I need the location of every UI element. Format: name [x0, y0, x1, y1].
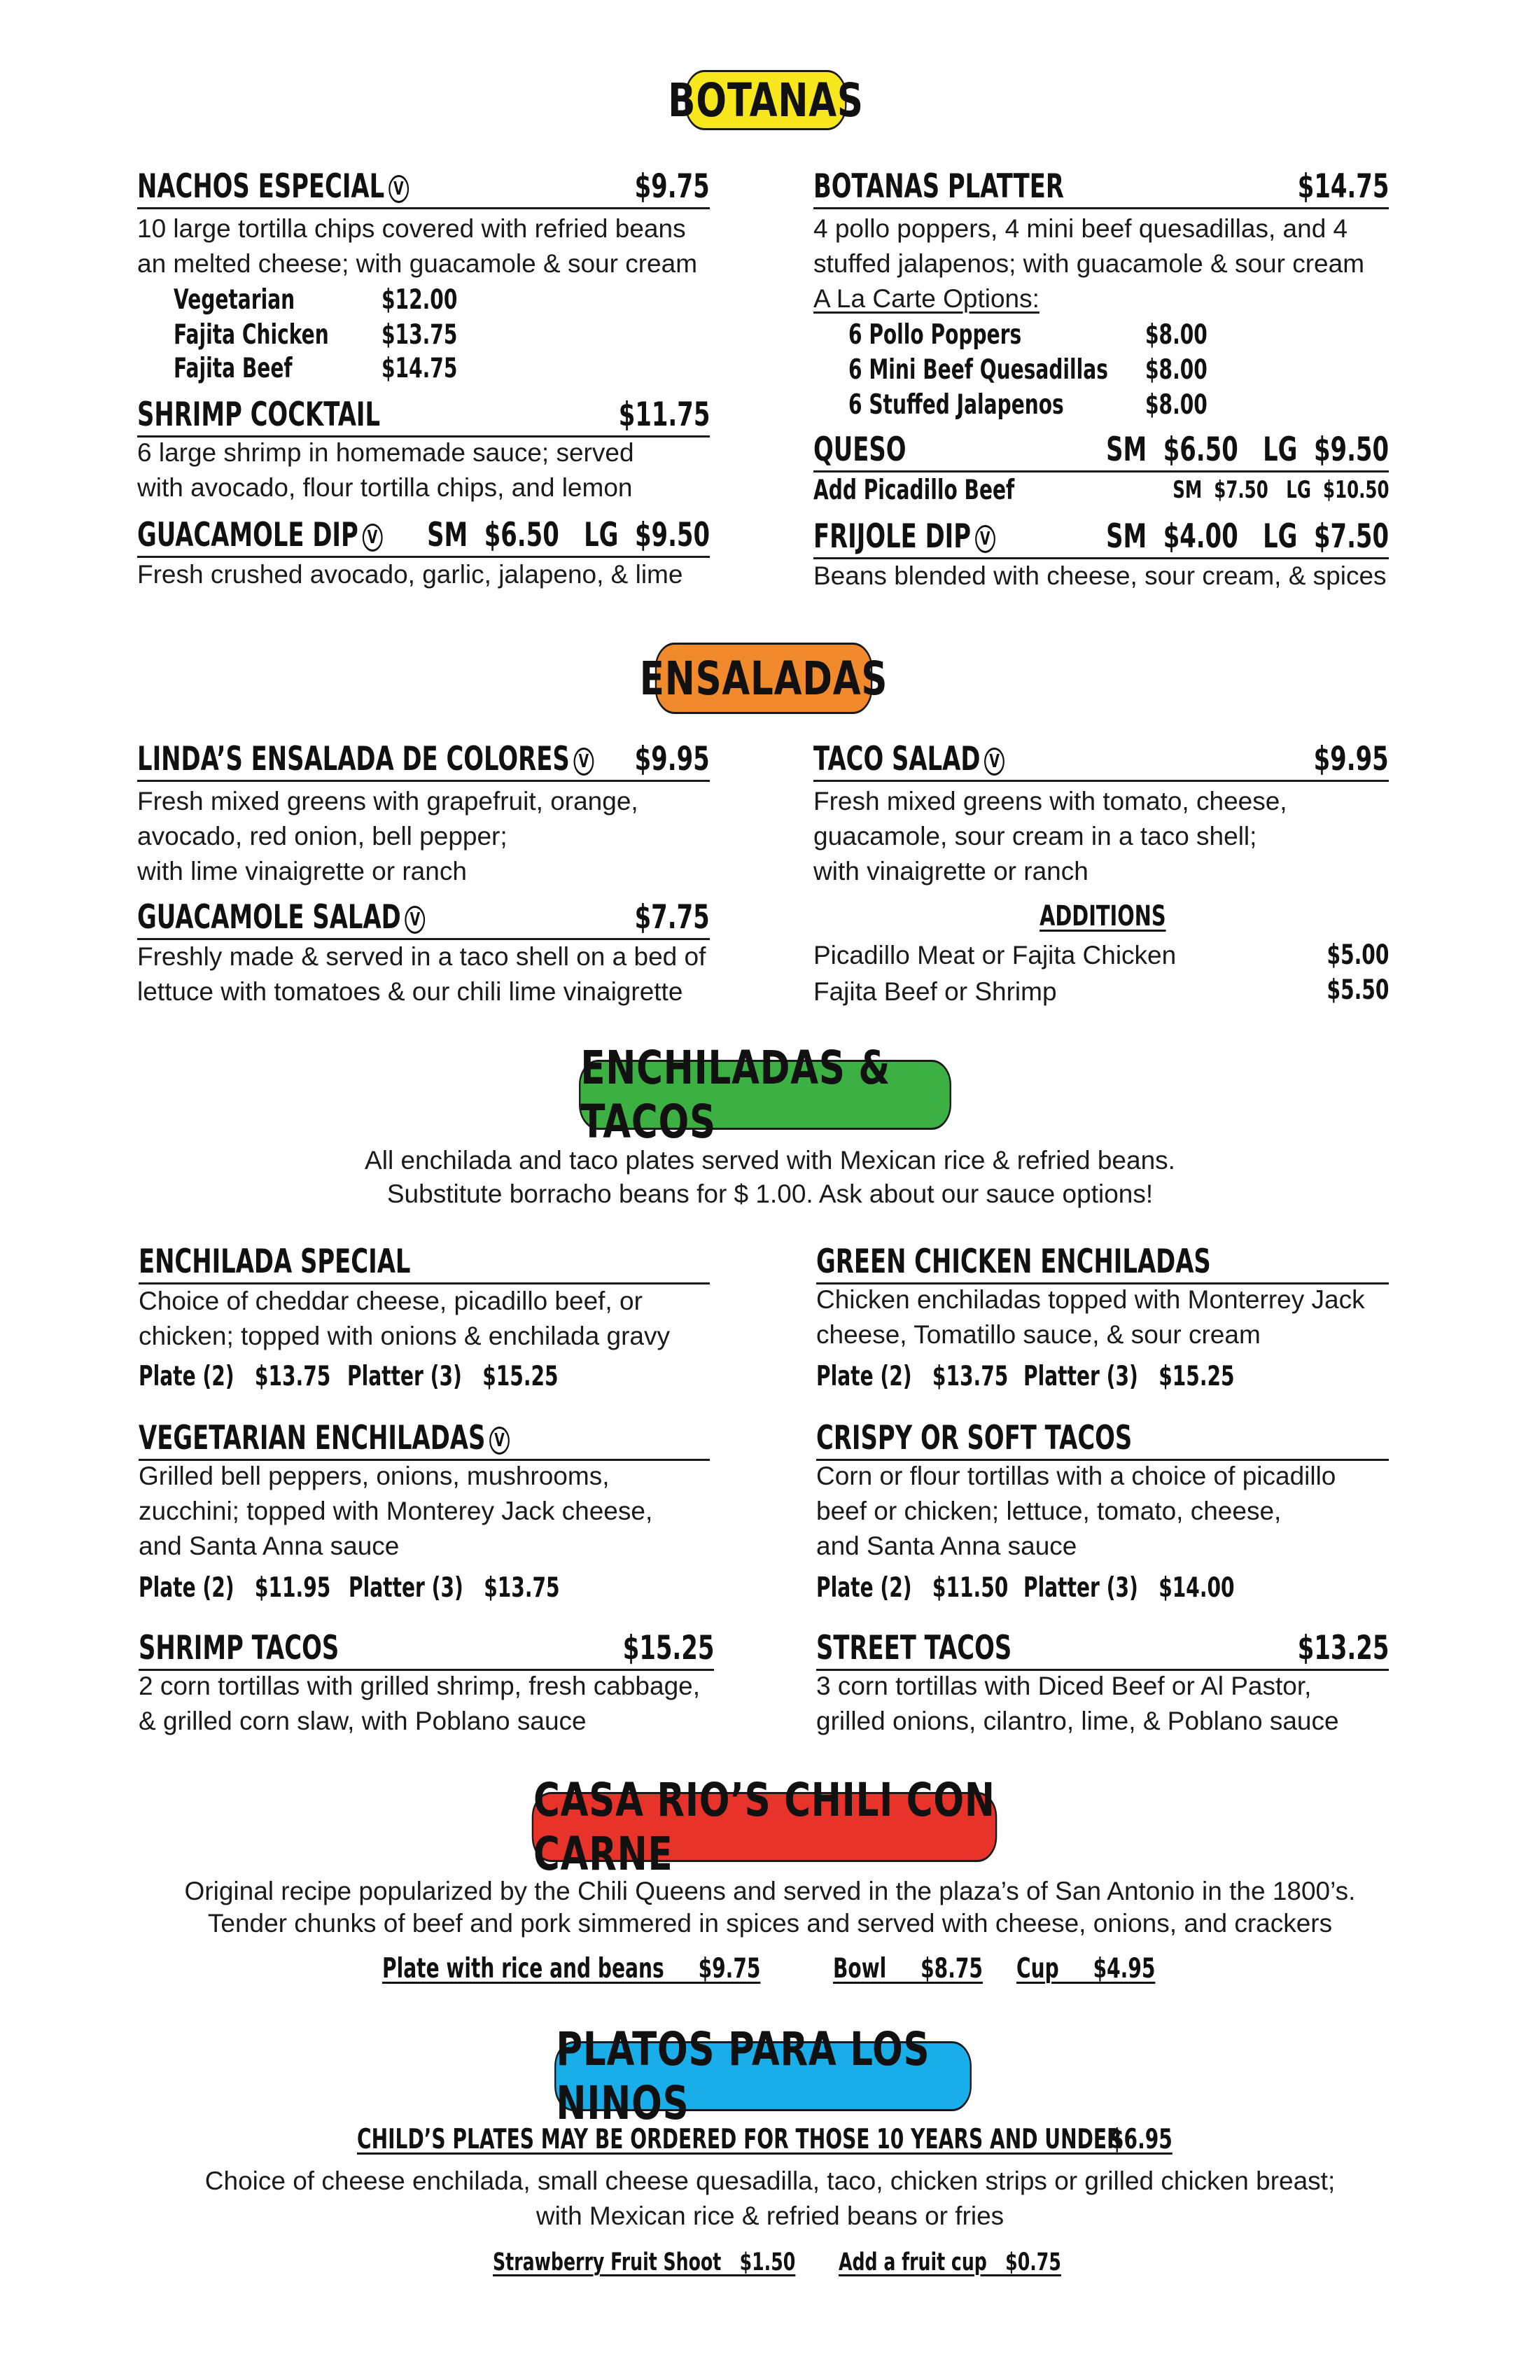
ninos-subtitle: CHILD’S PLATES MAY BE ORDERED FOR THOSE 10 YEARS AND UNDER — [357, 2124, 1122, 2155]
guacamole-salad-price: $7.75 — [634, 898, 710, 937]
chili-bowl: Bowl $8.75 — [833, 1953, 983, 1984]
linda-desc-3: with lime vinaigrette or ranch — [137, 857, 467, 886]
street-tacos-desc-2: grilled onions, cilantro, lime, & Poblano sauce — [816, 1707, 1339, 1735]
chili-header — [532, 1773, 997, 1881]
nachos-desc-2: an melted cheese; with guacamole & sour cream — [137, 249, 698, 278]
nachos-option-label: Vegetarian — [174, 284, 295, 316]
ninos-title: PLATOS PARA LOS NINOS — [556, 2022, 930, 2130]
nachos-name: NACHOS ESPECIAL V — [137, 167, 409, 206]
queso-header — [813, 428, 1389, 472]
enchilada-special-platter: Platter (3) $15.25 — [347, 1361, 559, 1392]
additions-title: ADDITIONS — [1039, 900, 1166, 932]
botanas-platter-name: BOTANAS PLATTER — [813, 167, 1064, 206]
crispy-tacos-name: CRISPY OR SOFT TACOS — [816, 1419, 1133, 1457]
ninos-fruit-cup: Add a fruit cup $0.75 — [839, 2248, 1061, 2276]
addition-label: Fajita Beef or Shrimp — [813, 977, 1057, 1006]
taco-salad-name: TACO SALAD V — [813, 740, 1004, 778]
queso-addon-price: SM $7.50 LG $10.50 — [1172, 476, 1389, 504]
crispy-tacos-desc-1: Corn or flour tortillas with a choice of picadillo — [816, 1462, 1336, 1490]
ninos-desc-1: Choice of cheese enchilada, small cheese quesadilla, taco, chicken strips or grilled chicken breast; — [204, 2166, 1336, 2195]
chili-cup: Cup $4.95 — [1016, 1953, 1156, 1984]
alacarte-option-price: $8.00 — [1145, 389, 1208, 421]
enchiladas-title: ENCHILADAS & TACOS — [580, 1041, 891, 1149]
crispy-tacos-desc-2: beef or chicken; lettuce, tomato, cheese, — [816, 1497, 1282, 1525]
taco-salad-desc-3: with vinaigrette or ranch — [813, 857, 1088, 886]
chili-desc-1: Original recipe popularized by the Chili Queens and served in the plaza’s of San Antonio in the 1800’s. — [184, 1877, 1356, 1905]
chili-plate: Plate with rice and beans $9.75 — [382, 1953, 761, 1984]
addition-label: Picadillo Meat or Fajita Chicken — [813, 941, 1177, 969]
ensaladas-title: ENSALADAS — [639, 651, 888, 706]
nachos-desc-1: 10 large tortilla chips covered with refried beans — [137, 214, 686, 243]
botanas-title: BOTANAS — [668, 73, 864, 127]
green-chicken-platter: Platter (3) $15.25 — [1023, 1361, 1235, 1392]
nachos-especial-header — [137, 165, 710, 209]
vegetarian-icon: V — [984, 748, 1004, 776]
enchiladas-note-2: Substitute borracho beans for $ 1.00. Ask about our sauce options! — [386, 1180, 1154, 1208]
street-tacos-price: $13.25 — [1297, 1629, 1389, 1667]
linda-ensalada-price: $9.95 — [634, 740, 710, 778]
guacamole-dip-desc: Fresh crushed avocado, garlic, jalapeno, & lime — [137, 560, 683, 589]
frijole-dip-header — [813, 515, 1389, 559]
ensaladas-header — [639, 643, 888, 714]
addition-price: $5.00 — [1326, 939, 1389, 971]
shrimp-tacos-desc-1: 2 corn tortillas with grilled shrimp, fresh cabbage, — [139, 1672, 701, 1700]
botanas-platter-header — [813, 165, 1389, 209]
queso-addon-label: Add Picadillo Beef — [813, 475, 1015, 506]
chili-desc-2: Tender chunks of beef and pork simmered in spices and served with cheese, onions, and crackers — [207, 1909, 1333, 1938]
shrimp-tacos-header — [139, 1627, 714, 1671]
shrimp-cocktail-desc-1: 6 large shrimp in homemade sauce; served — [137, 438, 634, 467]
shrimp-tacos-price: $15.25 — [622, 1629, 714, 1667]
alacarte-option-label: 6 Mini Beef Quesadillas — [848, 354, 1108, 386]
addition-price: $5.50 — [1326, 974, 1389, 1006]
vegetarian-enchiladas-desc-2: zucchini; topped with Monterey Jack cheese, — [139, 1497, 653, 1525]
taco-salad-desc-2: guacamole, sour cream in a taco shell; — [813, 822, 1257, 850]
guacamole-salad-header — [137, 896, 710, 940]
nachos-price: $9.75 — [634, 167, 710, 206]
taco-salad-desc-1: Fresh mixed greens with tomato, cheese, — [813, 787, 1287, 816]
alacarte-option-price: $8.00 — [1145, 319, 1208, 351]
enchiladas-note-1: All enchilada and taco plates served with Mexican rice & refried beans. — [365, 1146, 1175, 1175]
guacamole-salad-name: GUACAMOLE SALAD V — [137, 898, 425, 937]
crispy-tacos-desc-3: and Santa Anna sauce — [816, 1532, 1077, 1560]
nachos-option-price: $14.75 — [382, 353, 458, 384]
vegetarian-enchiladas-desc-3: and Santa Anna sauce — [139, 1532, 400, 1560]
guacamole-dip-price: SM $6.50 LG $9.50 — [427, 516, 710, 554]
vegetarian-enchiladas-platter: Platter (3) $13.75 — [349, 1572, 560, 1604]
vegetarian-icon: V — [363, 524, 383, 552]
alacarte-option-label: 6 Pollo Poppers — [848, 319, 1022, 351]
green-chicken-desc-1: Chicken enchiladas topped with Monterrey Jack — [816, 1285, 1365, 1314]
vegetarian-icon: V — [489, 1427, 510, 1455]
frijole-dip-name: FRIJOLE DIP V — [813, 517, 995, 556]
platter-desc-1: 4 pollo poppers, 4 mini beef quesadillas, and 4 — [813, 214, 1348, 243]
shrimp-cocktail-name: SHRIMP COCKTAIL — [137, 396, 381, 434]
frijole-dip-price: SM $4.00 LG $7.50 — [1106, 517, 1389, 556]
nachos-option-price: $12.00 — [382, 284, 458, 316]
shrimp-cocktail-price: $11.75 — [618, 396, 710, 434]
vegetarian-enchiladas-desc-1: Grilled bell peppers, onions, mushrooms, — [139, 1462, 610, 1490]
enchilada-special-plate: Plate (2) $13.75 — [139, 1361, 331, 1392]
linda-desc-1: Fresh mixed greens with grapefruit, orange, — [137, 787, 638, 816]
vegetarian-enchiladas-name: VEGETARIAN ENCHILADAS V — [139, 1419, 510, 1457]
alacarte-option-price: $8.00 — [1145, 354, 1208, 386]
chili-title: CASA RIO’S CHILI CON CARNE — [533, 1773, 995, 1881]
queso-price: SM $6.50 LG $9.50 — [1106, 430, 1389, 469]
green-chicken-plate: Plate (2) $13.75 — [816, 1361, 1009, 1392]
guacamole-dip-name: GUACAMOLE DIP V — [137, 516, 382, 554]
frijole-dip-desc: Beans blended with cheese, sour cream, & spices — [813, 561, 1387, 590]
enchiladas-header — [579, 1041, 951, 1149]
platter-desc-2: stuffed jalapenos; with guacamole & sour cream — [813, 249, 1365, 278]
taco-salad-price: $9.95 — [1313, 740, 1389, 778]
vegetarian-icon: V — [573, 748, 594, 776]
guacamole-salad-desc-2: lettuce with tomatoes & our chili lime vinaigrette — [137, 977, 683, 1006]
street-tacos-desc-1: 3 corn tortillas with Diced Beef or Al Pastor, — [816, 1672, 1312, 1700]
crispy-tacos-platter: Platter (3) $14.00 — [1023, 1572, 1235, 1604]
queso-name: QUESO — [813, 430, 906, 469]
enchilada-special-header — [139, 1240, 710, 1284]
green-chicken-name: GREEN CHICKEN ENCHILADAS — [816, 1242, 1211, 1281]
vegetarian-icon: V — [388, 175, 409, 203]
enchilada-special-desc-1: Choice of cheddar cheese, picadillo beef, or — [139, 1287, 643, 1315]
shrimp-cocktail-header — [137, 393, 710, 438]
linda-ensalada-header — [137, 738, 710, 782]
street-tacos-name: STREET TACOS — [816, 1629, 1012, 1667]
vegetarian-enchiladas-plate: Plate (2) $11.95 — [139, 1572, 331, 1604]
shrimp-cocktail-desc-2: with avocado, flour tortilla chips, and lemon — [137, 473, 633, 502]
ninos-header — [554, 2022, 972, 2130]
ninos-price: $6.95 — [1110, 2124, 1172, 2155]
botanas-platter-price: $14.75 — [1297, 167, 1389, 206]
guacamole-dip-header — [137, 514, 710, 558]
enchilada-special-desc-2: chicken; topped with onions & enchilada gravy — [139, 1322, 670, 1350]
vegetarian-enchiladas-header — [139, 1417, 710, 1461]
enchilada-special-name: ENCHILADA SPECIAL — [139, 1242, 411, 1281]
botanas-header — [668, 70, 864, 130]
ninos-strawberry: Strawberry Fruit Shoot $1.50 — [493, 2248, 796, 2276]
nachos-option-label: Fajita Chicken — [174, 319, 329, 351]
alacarte-label: A La Carte Options: — [813, 284, 1040, 313]
crispy-tacos-header — [816, 1417, 1389, 1461]
vegetarian-icon: V — [405, 906, 426, 934]
vegetarian-icon: V — [975, 525, 995, 553]
crispy-tacos-plate: Plate (2) $11.50 — [816, 1572, 1009, 1604]
street-tacos-header — [816, 1627, 1389, 1671]
taco-salad-header — [813, 738, 1389, 782]
linda-ensalada-name: LINDA’S ENSALADA DE COLORES V — [137, 740, 594, 778]
linda-desc-2: avocado, red onion, bell pepper; — [137, 822, 507, 850]
green-chicken-desc-2: cheese, Tomatillo sauce, & sour cream — [816, 1320, 1261, 1349]
guacamole-salad-desc-1: Freshly made & served in a taco shell on a bed of — [137, 942, 706, 971]
nachos-option-price: $13.75 — [382, 319, 458, 351]
alacarte-option-label: 6 Stuffed Jalapenos — [848, 389, 1064, 421]
shrimp-tacos-desc-2: & grilled corn slaw, with Poblano sauce — [139, 1707, 587, 1735]
ninos-desc-2: with Mexican rice & refried beans or fries — [536, 2202, 1004, 2230]
nachos-option-label: Fajita Beef — [174, 353, 293, 384]
shrimp-tacos-name: SHRIMP TACOS — [139, 1629, 340, 1667]
green-chicken-header — [816, 1240, 1389, 1284]
